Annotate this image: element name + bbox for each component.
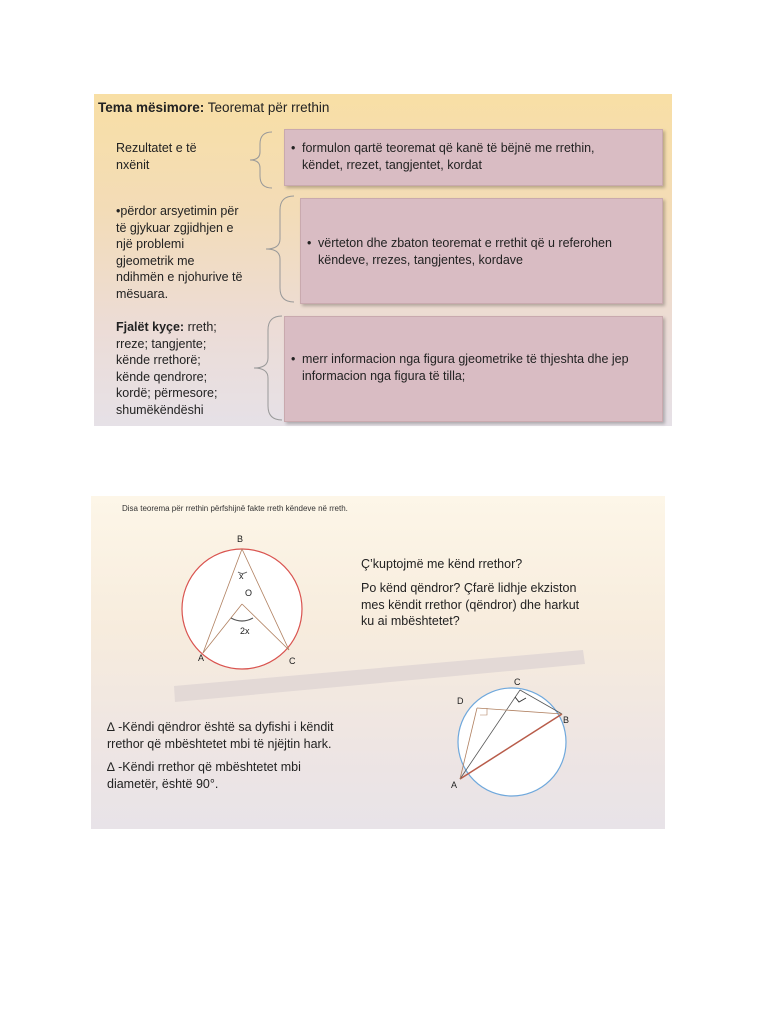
slide-learning-outcomes — [94, 94, 672, 426]
fig1-label-a: A — [198, 653, 205, 663]
keywords-text: Fjalët kyçe: rreth; rreze; tangjente; kënde rrethorë; kënde qendrore; kordë; përmesore; shumëkëndëshi — [116, 320, 218, 417]
reasoning-text: •përdor arsyetimin për të gjykuar zgjidhjen e një problemi gjeometrik me ndihmën e njohurive të mësuara. — [116, 204, 243, 301]
question-central-angle: Po kënd qëndror? Çfarë lidhje ekziston mes këndit rrethor (qëndror) dhe harkut ku ai mbështetet? — [361, 581, 580, 628]
outcome-box-1: • formulon qartë teoremat që kanë të bëjnë me rrethin, këndet, rrezet, tangjentet, kordat — [284, 129, 663, 186]
fig2-label-d: D — [457, 696, 464, 706]
fig1-label-x: x — [239, 571, 244, 581]
slide-circle-theorems — [91, 496, 665, 829]
learning-results-label: Rezultatet e të nxënit — [116, 141, 197, 172]
intro-text: Disa teorema për rrethin përfshijnë fakte rreth këndeve në rreth. — [122, 504, 348, 513]
slide-title: Tema mësimore: Teoremat për rrethin — [98, 100, 330, 115]
fig2-label-a: A — [451, 780, 458, 790]
fig1-label-2x: 2x — [240, 626, 250, 636]
theorem-diameter-angle: ∆ -Këndi rrethor që mbështetet mbi diametër, është 90°. — [107, 760, 301, 791]
outcome-box-2: • vërteton dhe zbaton teoremat e rrethit që u referohen këndeve, rrezes, tangjentes, kordave — [300, 198, 663, 304]
fig1-label-c: C — [289, 656, 296, 666]
fig1-label-o: O — [245, 588, 253, 598]
brace-2 — [260, 194, 296, 304]
outcome-box-3: • merr informacion nga figura gjeometrike të thjeshta dhe jep informacion nga figura të tilla; — [284, 316, 663, 422]
thales-figure — [446, 684, 581, 799]
brace-3 — [248, 314, 284, 422]
fig2-label-c: C — [514, 677, 521, 687]
fig1-label-b: B — [237, 534, 244, 544]
theorem-central-angle: ∆ -Këndi qëndror është sa dyfishi i këndit rrethor që mbështetet mbi të njëjtin hark. — [107, 720, 334, 751]
fig2-label-b: B — [563, 715, 570, 725]
question-inscribed-angle: Ç’kuptojmë me kënd rrethor? — [361, 557, 523, 571]
brace-1 — [244, 130, 274, 190]
